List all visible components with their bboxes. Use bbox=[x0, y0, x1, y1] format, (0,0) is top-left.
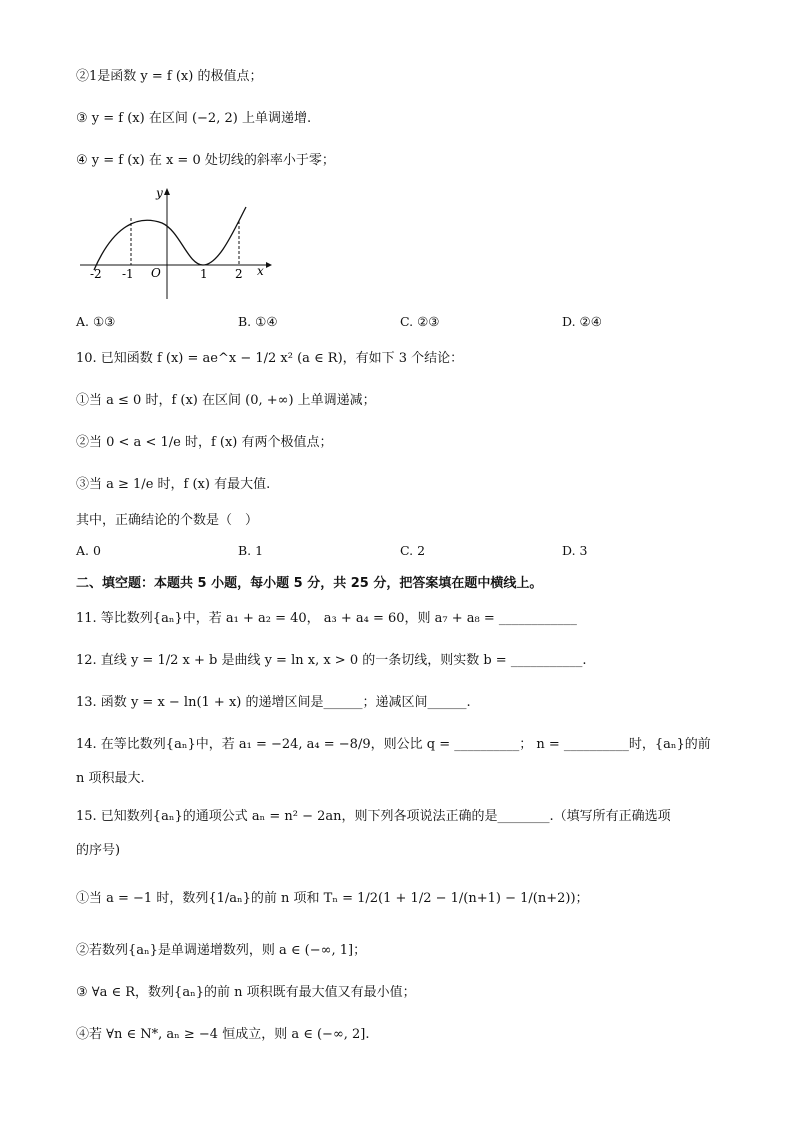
q15-statement-4: ④若 ∀n ∈ N*, aₙ ≥ −4 恒成立，则 a ∈ (−∞, 2]. bbox=[76, 1027, 370, 1042]
tick-label-minus-1: -1 bbox=[122, 267, 134, 281]
q15-line-1: 15. 已知数列{aₙ}的通项公式 aₙ = n² − 2an，则下列各项说法正确的是________.（填写所有正确选项 bbox=[76, 809, 671, 824]
tick-label-2: 2 bbox=[235, 267, 243, 281]
x-axis-arrow bbox=[266, 262, 272, 268]
section-heading: 二、填空题：本题共 5 小题，每小题 5 分，共 25 分，把答案填在题中横线上。 bbox=[76, 576, 543, 591]
q10-statement-1: ①当 a ≤ 0 时，f (x) 在区间 (0, +∞) 上单调递减； bbox=[76, 393, 376, 408]
q10-statement-2: ②当 0 < a < 1/e 时，f (x) 有两个极值点； bbox=[76, 435, 333, 450]
axis-y-label: y bbox=[156, 186, 163, 200]
q9-statement-3: ③ y = f (x) 在区间 (−2, 2) 上单调递增. bbox=[76, 111, 312, 126]
q14-line-1: 14. 在等比数列{aₙ}中，若 a₁ = −24, a₄ = −8/9，则公比 q = __________； n = __________时，{aₙ}的前 bbox=[76, 737, 711, 752]
q12: 12. 直线 y = 1/2 x + b 是曲线 y = ln x, x > 0 的一条切线，则实数 b = ___________. bbox=[76, 653, 587, 668]
q15-statement-1: ①当 a = −1 时，数列{1/aₙ}的前 n 项和 Tₙ = 1/2(1 + 1/2 − 1/(n+1) − 1/(n+2))； bbox=[76, 891, 589, 906]
q9-option-d[interactable]: D. ②④ bbox=[562, 314, 602, 329]
q10-option-b[interactable]: B. 1 bbox=[238, 543, 264, 558]
function-graph bbox=[76, 185, 276, 303]
q11: 11. 等比数列{aₙ}中，若 a₁ + a₂ = 40， a₃ + a₄ = 60，则 a₇ + a₈ = ____________ bbox=[76, 611, 577, 626]
q13: 13. 函数 y = x − ln(1 + x) 的递增区间是______；递减区间______. bbox=[76, 695, 471, 710]
tick-label-1: 1 bbox=[200, 267, 208, 281]
q10-option-a[interactable]: A. 0 bbox=[76, 543, 101, 558]
q15-statement-2: ②若数列{aₙ}是单调递增数列，则 a ∈ (−∞, 1]； bbox=[76, 943, 367, 958]
axis-x-label: x bbox=[257, 264, 264, 278]
q10-statement-3: ③当 a ≥ 1/e 时，f (x) 有最大值. bbox=[76, 477, 271, 492]
q10-stem: 10. 已知函数 f (x) = ae^x − 1/2 x² (a ∈ R)，有如下 3 个结论： bbox=[76, 351, 464, 366]
q15-statement-3: ③ ∀a ∈ R，数列{aₙ}的前 n 项积既有最大值又有最小值； bbox=[76, 985, 416, 1000]
curve bbox=[94, 207, 246, 270]
tick-label-minus-2: -2 bbox=[90, 267, 102, 281]
q9-option-c[interactable]: C. ②③ bbox=[400, 314, 440, 329]
q14-line-2: n 项积最大. bbox=[76, 771, 145, 786]
origin-label: O bbox=[151, 266, 161, 280]
q9-statement-2: ②1是函数 y = f (x) 的极值点； bbox=[76, 69, 263, 84]
q9-option-a[interactable]: A. ①③ bbox=[76, 314, 116, 329]
q15-line-2: 的序号) bbox=[76, 843, 121, 858]
q10-option-d[interactable]: D. 3 bbox=[562, 543, 588, 558]
q9-statement-4: ④ y = f (x) 在 x = 0 处切线的斜率小于零； bbox=[76, 153, 335, 168]
y-axis-arrow bbox=[164, 188, 170, 195]
q10-option-c[interactable]: C. 2 bbox=[400, 543, 426, 558]
q9-option-b[interactable]: B. ①④ bbox=[238, 314, 278, 329]
q10-question: 其中，正确结论的个数是（ ） bbox=[76, 513, 259, 528]
